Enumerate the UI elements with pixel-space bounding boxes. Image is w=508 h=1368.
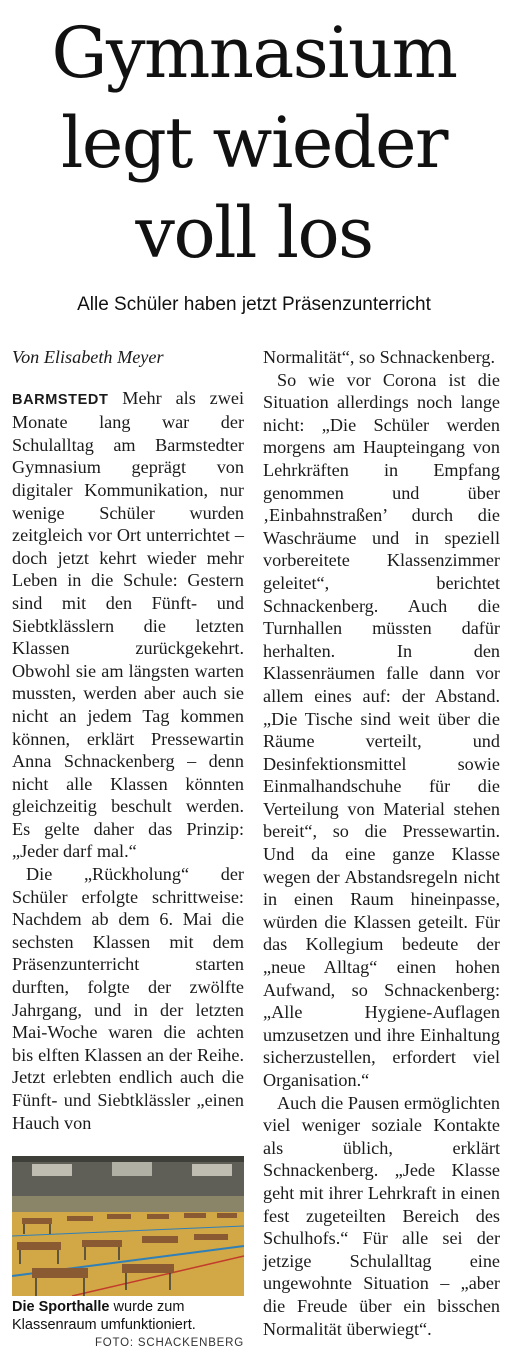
caption-text: wurde zum Klassenraum umfunktioniert. xyxy=(12,1299,196,1333)
article-column-right xyxy=(263,346,500,1340)
headline-line-1: Gymnasium xyxy=(51,12,457,94)
photo-caption xyxy=(12,1298,244,1334)
byline: Von Elisabeth Meyer xyxy=(12,347,164,367)
paragraph-4: So wie vor Corona ist die Situation allerdings noch lange nicht: „Die Schüler werden morgens am Haupteingang von Lehrkräften in Empfang genommen und über ‚Einbahnstraßen’ durch die Waschräume und in speziell vorbereitete Klassenzimmer geleitet“, berichtet Schnackenberg. Auch die Turnhallen müssten dafür herhalten. In den Klassenräumen falle dann vor allem eines auf: der Abstand. „Die Tische sind weit über die Räume verteilt, und Desinfektionsmittel sowie Einmalhandschuhe für die Verteilung von Material stehen bereit“, so die Pressewartin. Und da eine ganze Klasse wegen der Abstandsregeln nicht in einen Raum hineinpasse, würden die Klassen geteilt. Für das Kollegium bedeute der „neue Alltag“ einen hohen Aufwand, so Schnackenberg: „Alle Hygiene-Auflagen umzusetzen und ihre Einhaltung sicherzustellen, erfordert viel Organisation.“ xyxy=(263,369,500,1090)
caption-lead: Die Sporthalle xyxy=(12,1299,110,1315)
paragraph-1 xyxy=(12,387,244,863)
photo-credit: FOTO: SCHACKENBERG xyxy=(94,1337,244,1349)
article-column-left xyxy=(12,346,244,1134)
headline xyxy=(0,8,508,278)
subheadline: Alle Schüler haben jetzt Präsenzunterricht xyxy=(77,294,431,315)
paragraph-1-text: Mehr als zwei Monate lang war der Schulalltag am Barmstedter Gymnasium geprägt von digitaler Kommunikation, nur wenige Schüler wurden zeitgleich vor Ort unterrichtet – doch jetzt kehrt wieder mehr Leben in die Schule: Gestern sind mit den Fünft- und Siebtklässlern die letzten Klassen zurückgekehrt. Obwohl sie am längsten warten mussten, werden aber auch sie nicht an jedem Tag kommen können, erklärt Pressewartin Anna Schnackenberg – denn nicht alle Klassen könnten gleichzeitig beschult werden. Es gelte daher das Prinzip: „Jeder darf mal.“ xyxy=(12,387,244,862)
paragraph-2: Die „Rückholung“ der Schüler erfolgte schrittweise: Nachdem ab dem 6. Mai die sechsten Klassen mit dem Präsenzunterricht starten durften, folgte der zwölfte Jahrgang, und in der letzten Mai-Woche waren die achten bis elften Klassen an der Reihe. Jetzt erlebten endlich auch die Fünft- und Siebtklässler „einen Hauch von xyxy=(12,864,244,1133)
headline-line-2: legt wieder xyxy=(61,102,447,184)
photo-sports-hall xyxy=(12,1156,244,1296)
headline-line-3: voll los xyxy=(135,192,373,274)
paragraph-3: Normalität“, so Schnackenberg. xyxy=(263,347,495,367)
paragraph-5: Auch die Pausen ermöglichten viel weniger soziale Kontakte als üblich, erklärt Schnackenberg. „Jede Klasse geht mit ihrer Lehrkraft in einen fest zugeteilten Bereich des Schulhofs.“ Für alle sei der jetzige Schulalltag eine ungewohnte Situation – „aber die Freude über ein bisschen Normalität überwiegt“. xyxy=(263,1092,500,1339)
sports-hall-image xyxy=(12,1156,244,1296)
dateline: BARMSTEDT xyxy=(12,391,109,408)
